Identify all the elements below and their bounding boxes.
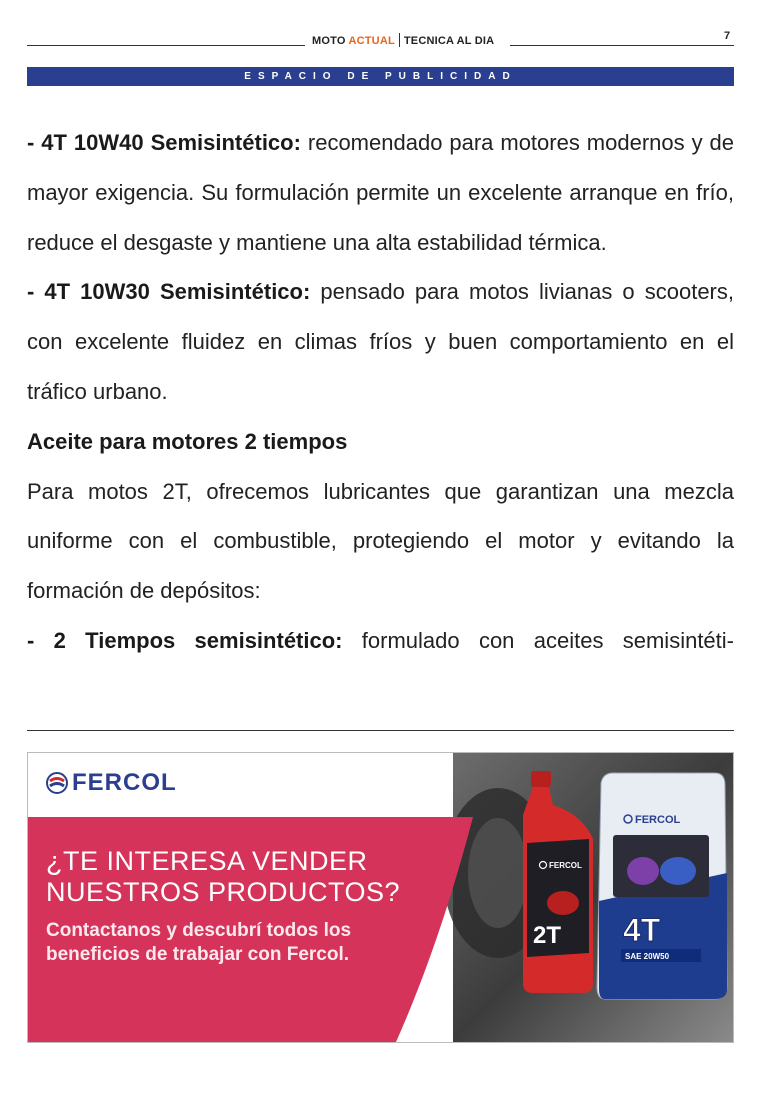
header-line-right: [510, 45, 734, 46]
paragraph-2t-intro: Para motos 2T, ofrecemos lubricantes que garantizan una mezcla uniforme con el combustible, protegiendo el motor y evitando la formación de depósitos:: [27, 478, 734, 604]
paragraph-4t-10w30: [27, 267, 734, 416]
fercol-logo: [46, 769, 177, 797]
brand-actual: ACTUAL: [348, 35, 395, 47]
ad-headline: ¿TE INTERESA VENDER NUESTROS PRODUCTOS?: [46, 846, 401, 907]
fercol-emblem-icon: [46, 772, 68, 794]
header-line-left: [27, 45, 305, 46]
product-4t-grade: SAE 20W50: [625, 952, 670, 961]
section-heading-text: Aceite para motores 2 tiempos: [27, 428, 348, 454]
paragraph-2t-semi: [27, 616, 734, 666]
fercol-logo-text: FERCOL: [72, 769, 177, 796]
product-2t-bottle: [523, 771, 593, 993]
paragraph-4t-10w30-title: - 4T 10W30 Semisintético:: [27, 279, 311, 305]
section-name: TECNICA AL DIA: [403, 35, 495, 47]
paragraph-2t-semi-text: formulado con aceites semisintéti-: [342, 627, 734, 653]
product-4t-label: 4T: [623, 912, 661, 948]
product-4t-logo: FERCOL: [635, 814, 681, 826]
product-2t-label: 2T: [533, 922, 562, 949]
page-number: 7: [724, 30, 731, 42]
paragraph-4t-10w30-text: pensado para motos livianas o scooters, con excelente fluidez en climas fríos y buen comportamiento en el tráfico urbano.: [27, 279, 734, 404]
section-heading: [27, 417, 734, 467]
product-bottles-image: [453, 753, 733, 1042]
product-2t-logo: FERCOL: [549, 861, 582, 870]
article-rule: [27, 730, 734, 731]
paragraph-4t-10w40: [27, 118, 734, 267]
paragraph-2t-semi-title: - 2 Tiempos semisintético:: [27, 627, 343, 653]
article-body: [27, 118, 734, 666]
fercol-advertisement[interactable]: [27, 752, 734, 1043]
brand-moto: MOTO: [312, 35, 346, 47]
header-title: [312, 33, 494, 47]
product-4t-pack: [597, 773, 727, 999]
header-separator: [399, 33, 400, 47]
paragraph-4t-10w40-title: - 4T 10W40 Semisintético:: [27, 130, 301, 155]
paragraph-4t-10w40-text: recomendado para motores modernos y de mayor exigencia. Su formulación permite un excelente arranque en frío, reduce el desgaste y mantiene una alta estabilidad térmica.: [27, 130, 734, 255]
advertising-banner: ESPACIO DE PUBLICIDAD: [27, 67, 734, 86]
ad-subline: Contactanos y descubrí todos los beneficios de trabajar con Fercol.: [46, 920, 352, 965]
